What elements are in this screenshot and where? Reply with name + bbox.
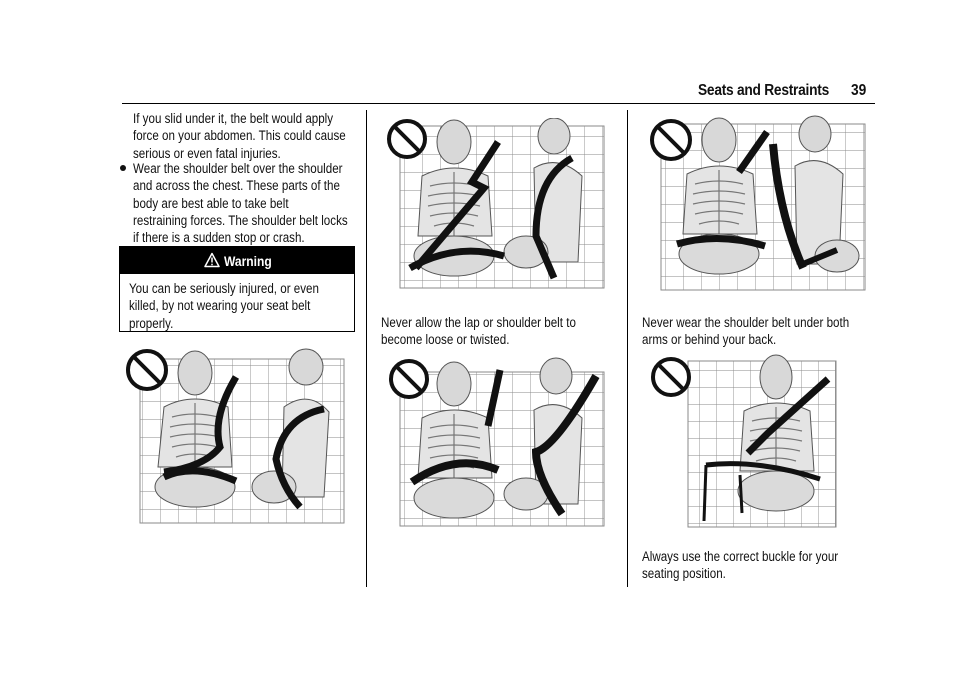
caption-loose-twisted: Never allow the lap or shoulder belt to become loose or twisted. <box>381 315 576 348</box>
illustration-belt-behind-back <box>647 114 869 294</box>
warning-title: Warning <box>224 253 272 269</box>
prohibited-icon <box>391 361 427 397</box>
intro-paragraph: If you slid under it, the belt would apply force on your abdomen. This could cause serious or even fatal injuries. <box>133 111 346 161</box>
prohibited-icon <box>389 121 425 157</box>
prohibited-icon <box>653 359 689 395</box>
warning-header <box>120 247 354 274</box>
illustration-belt-wrong-position <box>124 347 346 525</box>
warning-body: You can be seriously injured, or even killed, by not wearing your seat belt properly. <box>129 281 319 331</box>
prohibited-icon <box>128 351 166 389</box>
column-divider <box>627 110 628 587</box>
caption-correct-buckle: Always use the correct buckle for your seating position. <box>642 549 839 582</box>
column-divider <box>366 110 367 587</box>
warning-triangle-icon <box>204 252 220 268</box>
prohibited-icon <box>652 121 690 159</box>
bullet-paragraph: Wear the shoulder belt over the shoulder and across the chest. These parts of the body are best able to take belt restraining forces. The shoulder belt locks if there is a sudden stop or crash. <box>133 161 348 246</box>
bullet-icon <box>120 165 126 171</box>
caption-under-arms: Never wear the shoulder belt under both arms or behind your back. <box>642 315 850 348</box>
warning-box <box>119 246 355 332</box>
illustration-belt-wrong-buckle <box>648 353 840 529</box>
section-title: Seats and Restraints <box>698 82 829 99</box>
illustration-belt-loose <box>386 356 606 528</box>
header-divider <box>122 103 875 104</box>
illustration-belt-twisted <box>386 118 606 290</box>
page-number: 39 <box>851 82 867 99</box>
